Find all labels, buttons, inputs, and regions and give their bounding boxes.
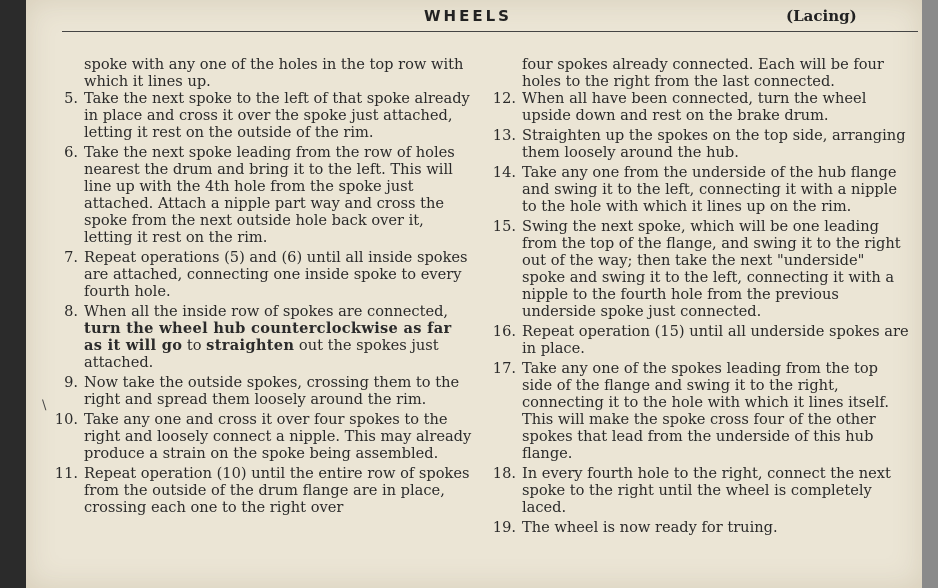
margin-mark: \ bbox=[42, 398, 47, 413]
item-number: 16. bbox=[492, 323, 516, 340]
item-number: 6. bbox=[64, 144, 78, 161]
list-item bbox=[54, 465, 474, 516]
list-item bbox=[54, 249, 474, 300]
left-column bbox=[54, 56, 474, 519]
item-text: In every fourth hole to the right, connect the next spoke to the right until the wheel is completely laced. bbox=[522, 465, 891, 516]
list-item bbox=[54, 411, 474, 462]
item-text: Swing the next spoke, which will be one leading from the top of the flange, and swing it to the right out of the way; then take the next "underside" spoke and swing it to the left, connecting it with a nipple to the fourth hole from the previous underside spoke just connected. bbox=[522, 218, 901, 320]
item-text: Repeat operation (10) until the entire row of spokes from the outside of the drum flange are in place, crossing each one to the right over bbox=[84, 465, 470, 516]
list-item bbox=[492, 127, 910, 161]
item-number: 10. bbox=[54, 411, 78, 428]
item-number: 5. bbox=[64, 90, 78, 107]
item-number: 15. bbox=[492, 218, 516, 235]
item-number: 12. bbox=[492, 90, 516, 107]
list-item bbox=[492, 90, 910, 124]
item-text: Take any one of the spokes leading from the top side of the flange and swing it to the right, connecting it to the hole with which it lines itself. This will make the spoke cross four of the other spokes that lead from the underside of this hub flange. bbox=[522, 360, 889, 462]
continued-text: four spokes already connected. Each will be four holes to the right from the last connected. bbox=[522, 56, 884, 90]
page-header bbox=[26, 0, 922, 30]
item-text: Take any one from the underside of the hub flange and swing it to the left, connecting it with a nipple to the hole with which it lines up on the rim. bbox=[522, 164, 898, 215]
item-text-mid: to bbox=[182, 337, 207, 354]
item-text-post: out the spokes just attached. bbox=[84, 337, 439, 371]
item-text-pre: When all the inside row of spokes are connected, bbox=[84, 303, 449, 320]
item-number: 9. bbox=[64, 374, 78, 391]
item-text: The wheel is now ready for truing. bbox=[522, 519, 778, 536]
section-label: (Lacing) bbox=[786, 7, 857, 25]
item-number: 8. bbox=[64, 303, 78, 320]
item-text: Repeat operation (15) until all underside spokes are in place. bbox=[522, 323, 909, 357]
right-column bbox=[492, 56, 910, 539]
list-item bbox=[492, 164, 910, 215]
header-rule bbox=[62, 31, 918, 32]
viewer-edge bbox=[922, 0, 938, 588]
list-item bbox=[492, 360, 910, 462]
item-text: Straighten up the spokes on the top side, arranging them loosely around the hub. bbox=[522, 127, 906, 161]
item-text: Take any one and cross it over four spokes to the right and loosely connect a nipple. This may already produce a strain on the spoke being assembled. bbox=[84, 411, 472, 462]
item-text: Take the next spoke leading from the row of holes nearest the drum and bring it to the left. This will line up with the 4th hole from the spoke just attached. Attach a nipple part way and cross the spoke from the next outside hole back over it, letting it rest on the rim. bbox=[84, 144, 455, 246]
continued-text: spoke with any one of the holes in the top row with which it lines up. bbox=[84, 56, 464, 90]
list-item bbox=[54, 90, 474, 141]
list-item bbox=[492, 465, 910, 516]
item-number: 19. bbox=[492, 519, 516, 536]
item-number: 11. bbox=[54, 465, 78, 482]
list-item bbox=[54, 374, 474, 408]
list-item bbox=[492, 323, 910, 357]
item-number: 7. bbox=[64, 249, 78, 266]
page bbox=[26, 0, 922, 588]
list-item bbox=[492, 218, 910, 320]
list-item bbox=[54, 303, 474, 371]
item-number: 13. bbox=[492, 127, 516, 144]
list-item bbox=[54, 144, 474, 246]
item-text: Repeat operations (5) and (6) until all inside spokes are attached, connecting one inside spoke to every fourth hole. bbox=[84, 249, 468, 300]
item-number: 17. bbox=[492, 360, 516, 377]
page-title: WHEELS bbox=[424, 7, 512, 25]
list-item bbox=[492, 519, 910, 536]
item-number: 14. bbox=[492, 164, 516, 181]
item-text: Now take the outside spokes, crossing them to the right and spread them loosely around the rim. bbox=[84, 374, 460, 408]
item-number: 18. bbox=[492, 465, 516, 482]
item-text: When all have been connected, turn the wheel upside down and rest on the brake drum. bbox=[522, 90, 867, 124]
item-text: Take the next spoke to the left of that spoke already in place and cross it over the spoke just attached, letting it rest on the outside of the rim. bbox=[84, 90, 470, 141]
item-text-bold: straighten bbox=[206, 337, 295, 354]
item-text-bold: turn the wheel hub counterclockwise as far as it will go bbox=[84, 320, 452, 354]
